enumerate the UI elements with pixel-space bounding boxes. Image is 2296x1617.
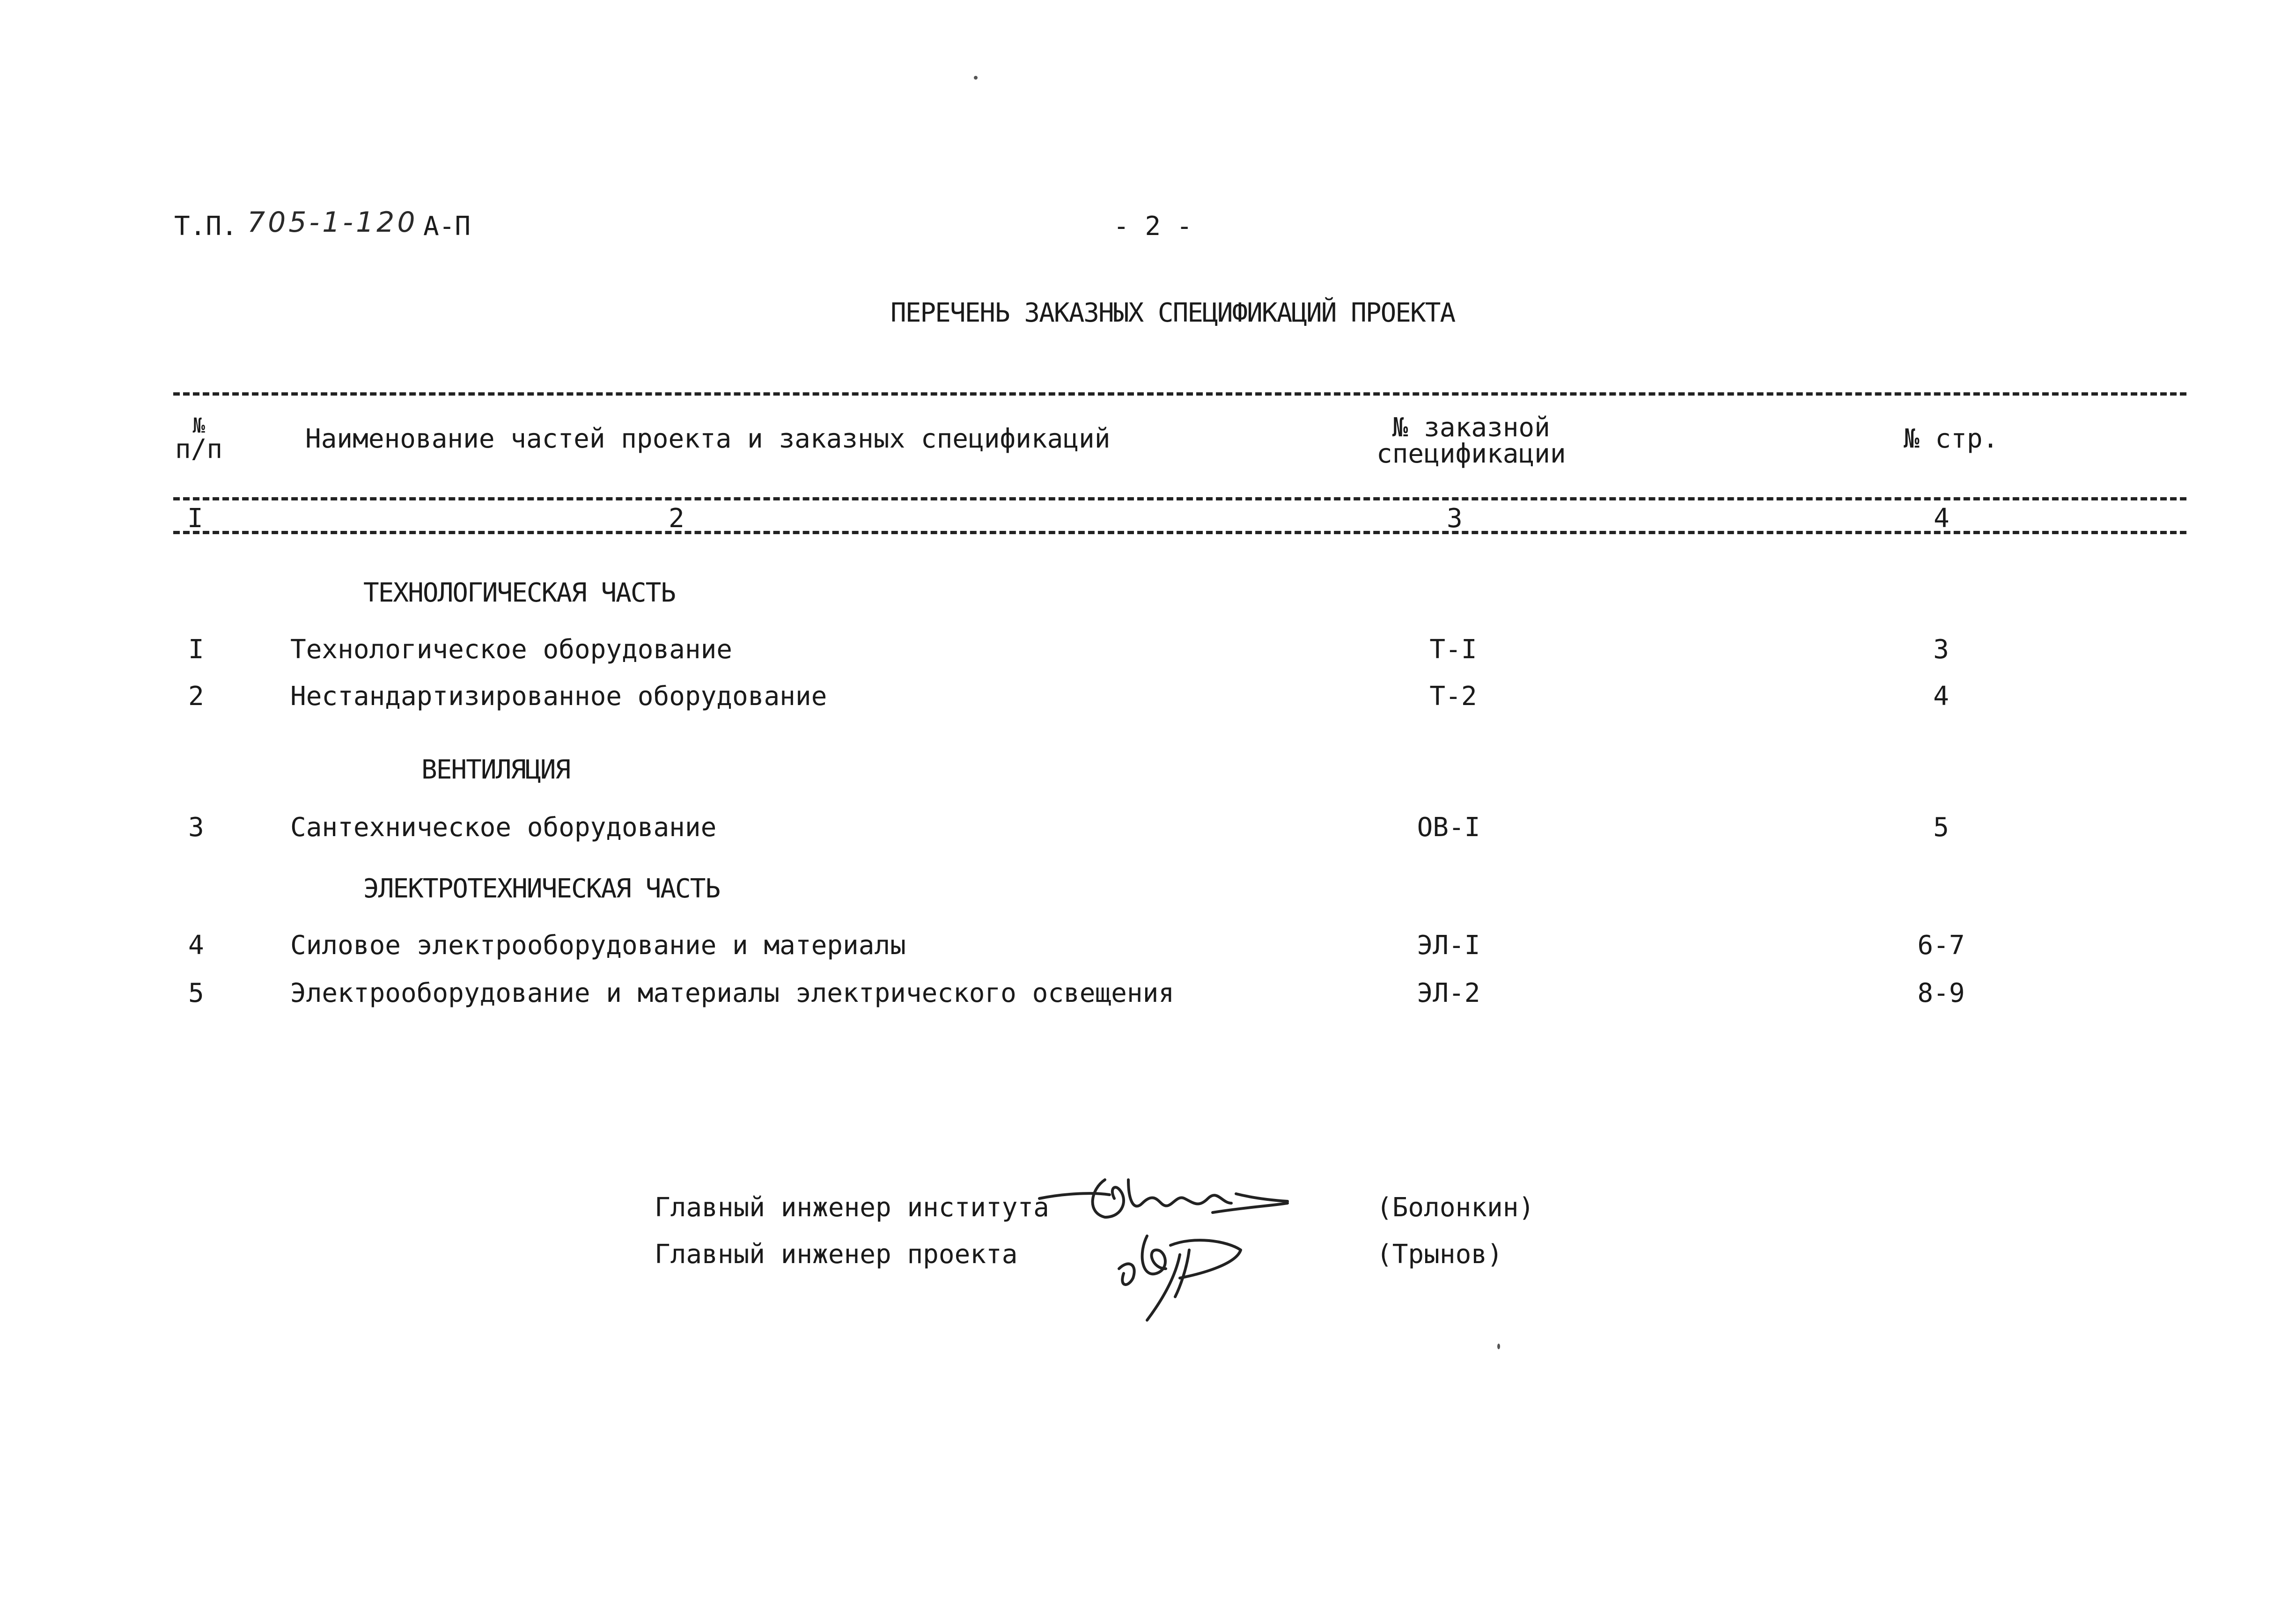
header-name: Наименование частей проекта и заказных спецификаций — [305, 424, 1111, 454]
header-page: № стр. — [1904, 424, 1999, 454]
row-name: Силовое электрооборудование и материалы — [290, 930, 906, 961]
row-name: Технологическое оборудование — [290, 634, 733, 665]
row-name: Нестандартизированное оборудование — [290, 681, 827, 712]
column-number-4: 4 — [1934, 503, 1950, 534]
column-number-1: I — [187, 503, 203, 534]
row-name: Сантехническое оборудование — [290, 812, 717, 843]
page-title: ПЕРЕЧЕНЬ ЗАКАЗНЫХ СПЕЦИФИКАЦИЙ ПРОЕКТА — [890, 298, 1455, 328]
signature-name: (Трынов) — [1376, 1239, 1503, 1270]
row-spec: Т-2 — [1429, 681, 1477, 712]
row-page: 5 — [1933, 812, 1949, 843]
row-spec: Т-I — [1429, 634, 1477, 665]
row-num: 2 — [188, 681, 204, 712]
row-num: 3 — [188, 812, 204, 843]
page-number: - 2 - — [1113, 211, 1192, 242]
column-number-3: 3 — [1447, 503, 1463, 534]
row-num: 4 — [188, 930, 204, 961]
table-top-rule — [173, 392, 2186, 396]
row-page: 8-9 — [1917, 978, 1965, 1008]
header-num-line2: п/п — [175, 434, 223, 464]
header-spec — [1376, 412, 1566, 469]
column-number-2: 2 — [669, 503, 684, 534]
row-spec: ОВ-I — [1417, 812, 1480, 843]
scan-speck — [1497, 1344, 1500, 1349]
column-numbers-top-rule — [173, 497, 2186, 500]
row-page: 6-7 — [1917, 930, 1965, 961]
signature-mark-chief-project — [1110, 1217, 1250, 1325]
row-page: 4 — [1933, 681, 1949, 712]
section-title: ЭЛЕКТРОТЕХНИЧЕСКАЯ ЧАСТЬ — [363, 874, 720, 904]
row-name: Электрооборудование и материалы электрического освещения — [290, 978, 1175, 1008]
signature-role: Главный инженер проекта — [655, 1239, 1018, 1270]
header-spec-line1: № заказной — [1392, 412, 1550, 443]
row-page: 3 — [1933, 634, 1949, 665]
signature-role: Главный инженер института — [655, 1192, 1049, 1223]
header-num — [175, 416, 222, 463]
section-title: ТЕХНОЛОГИЧЕСКАЯ ЧАСТЬ — [363, 578, 676, 608]
section-title: ВЕНТИЛЯЦИЯ — [421, 755, 570, 785]
row-spec: ЭЛ-2 — [1417, 978, 1480, 1008]
row-num: I — [188, 634, 204, 665]
signature-name: (Болонкин) — [1376, 1192, 1535, 1223]
scan-speck — [974, 76, 978, 80]
header-spec-line2: спецификации — [1376, 439, 1566, 469]
row-num: 5 — [188, 978, 204, 1008]
header-num-line1: № — [192, 414, 205, 438]
doc-number-handwritten: 705-1-120 — [247, 206, 418, 239]
row-spec: ЭЛ-I — [1417, 930, 1480, 961]
doc-suffix: А-П — [423, 211, 471, 242]
column-numbers-bottom-rule — [173, 531, 2186, 534]
doc-prefix: Т.П. — [174, 211, 237, 242]
